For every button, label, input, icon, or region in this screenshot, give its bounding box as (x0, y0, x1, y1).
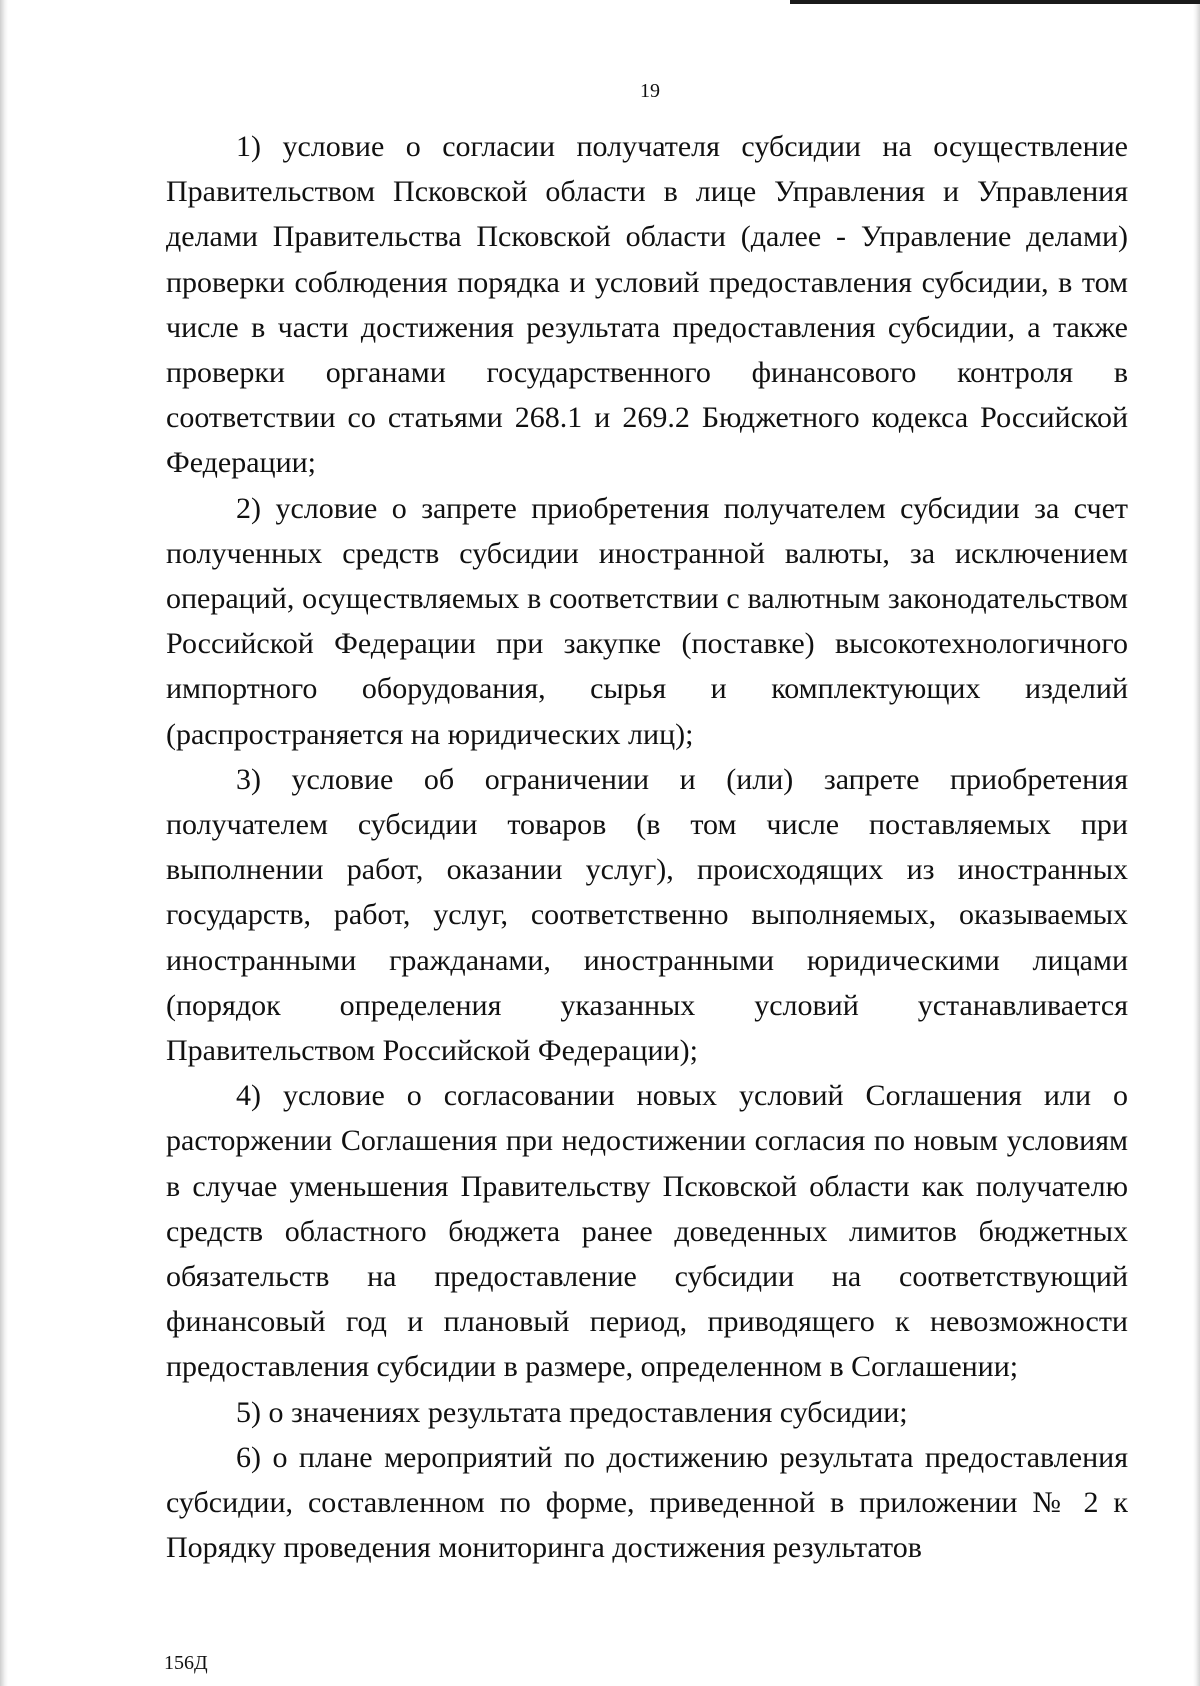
paragraph-5: 5) о значениях результата предоставления субсидии; (236, 1395, 908, 1429)
paragraph-1: 1) условие о согласии получателя субсидии на осуществление Правительством Псковской области в лице Управления и Управления делами Правительства Псковской области (далее - Управление делами) проверки соблюдения порядка и условий предоставления субсидии, в том числе в части достижения результата предоставления субсидии, а также проверки органами государственного финансового контроля в соответствии со статьями 268.1 и 269.2 Бюджетного кодекса Российской Федерации; (166, 130, 1128, 480)
paragraph-4: 4) условие о согласовании новых условий Соглашения или о расторжении Соглашения при недостижении согласия по новым условиям в случае уменьшения Правительству Псковской области как получателю средств областного бюджета ранее доведенных лимитов бюджетных обязательств на предоставление субсидии на соответствующий финансовый год и плановый период, приводящего к невозможности предоставления субсидии в размере, определенном в Соглашении; (166, 1079, 1128, 1384)
top-rule (790, 0, 1200, 4)
scan-right-edge (1193, 0, 1200, 1686)
scan-left-edge (0, 0, 8, 1686)
paragraph-6: 6) о плане мероприятий по достижению результата предоставления субсидии, составленном по форме, приведенной в приложении № 2 к Порядку проведения мониторинга достижения результатов (166, 1440, 1128, 1565)
paragraph-3: 3) условие об ограничении и (или) запрете приобретения получателем субсидии товаров (в том числе поставляемых при выполнении работ, оказании услуг), происходящих из иностранных государств, работ, услуг, соответственно выполняемых, оказываемых иностранными гражданами, иностранными юридическими лицами (порядок определения указанных условий устанавливается Правительством Российской Федерации); (166, 762, 1128, 1068)
paragraph-2: 2) условие о запрете приобретения получателем субсидии за счет полученных средств субсидии иностранной валюты, за исключением операций, осуществляемых в соответствии с валютным законодательством Российской Федерации при закупке (поставке) высокотехнологичного импортного оборудования, сырья и комплектующих изделий (распространяется на юридических лиц); (166, 491, 1128, 751)
document-body (166, 124, 1128, 1571)
footer-code: 156Д (164, 1652, 208, 1674)
page-number: 19 (640, 80, 660, 102)
